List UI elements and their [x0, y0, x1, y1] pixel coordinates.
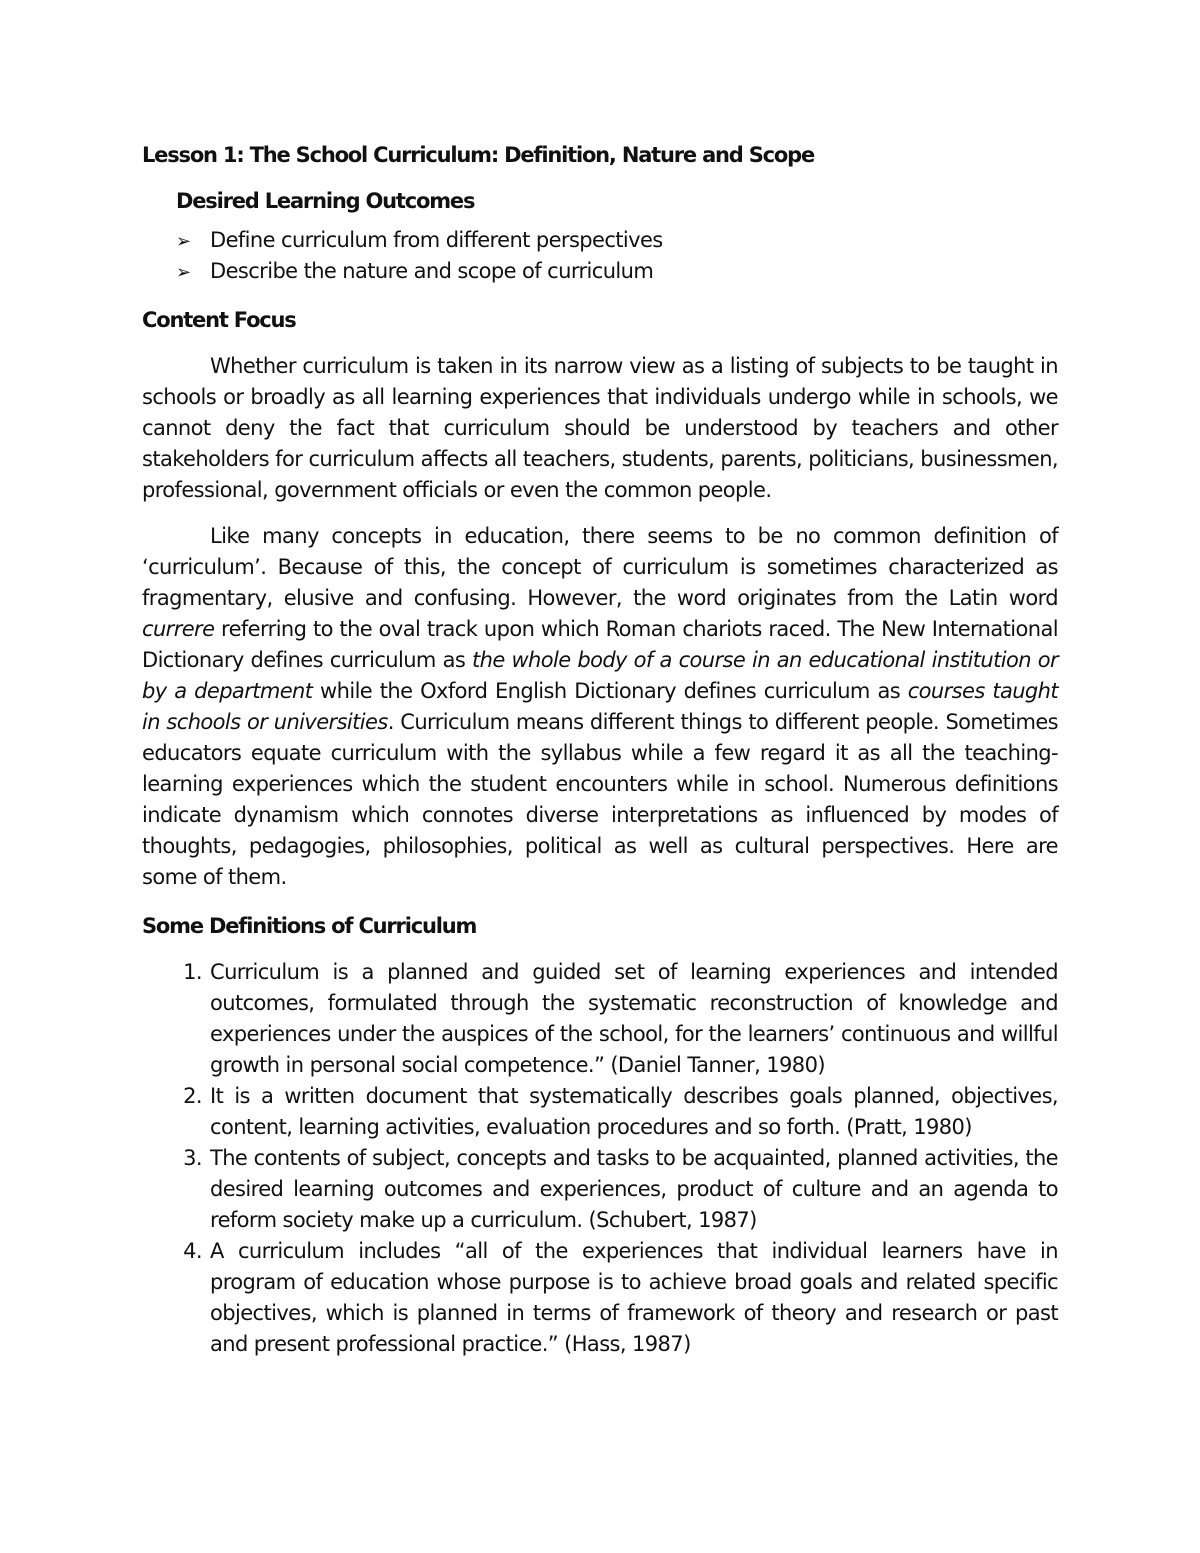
latin-term: currere [142, 617, 215, 641]
definitions-list [142, 957, 1058, 1360]
outcome-text: Define curriculum from different perspectives [210, 228, 663, 252]
arrow-bullet-icon: ➢ [176, 231, 191, 252]
outcome-text: Describe the nature and scope of curriculum [210, 259, 654, 283]
list-item [142, 1236, 1058, 1360]
definition-text: A curriculum includes “all of the experiences that individual learners have in program of education whose purpose is to achieve broad goals and related specific objectives, which is planned in terms of framework of theory and research or past and present professional practice.” (Hass, 1987) [210, 1239, 1058, 1356]
paragraph-text: . Curriculum means different things to different people. Sometimes educators equate curriculum with the syllabus while a few regard it as all the teaching-learning experiences which the student encounters while in school. Numerous definitions indicate dynamism which connotes diverse interpretations as influenced by modes of thoughts, pedagogies, philosophies, political as well as cultural perspectives. Here are some of them. [142, 710, 1058, 889]
outcomes-heading: Desired Learning Outcomes [176, 189, 475, 213]
paragraph-text: referring to the oval track upon which Roman chariots raced. The New International Dictionary defines curriculum as [142, 617, 1058, 672]
document-page [142, 140, 1058, 1360]
list-item [142, 1143, 1058, 1236]
item-number: 4. [183, 1239, 202, 1263]
content-paragraph-2 [142, 521, 1058, 893]
item-number: 3. [183, 1146, 202, 1170]
definition-text: The contents of subject, concepts and tasks to be acquainted, planned activities, the desired learning outcomes and experiences, product of culture and an agenda to reform society make up a curriculum. (Schubert, 1987) [210, 1146, 1058, 1232]
list-item [142, 957, 1058, 1081]
item-number: 1. [183, 960, 202, 984]
content-focus-heading: Content Focus [142, 308, 296, 332]
definition-text: Curriculum is a planned and guided set of learning experiences and intended outcomes, formulated through the systematic reconstruction of knowledge and experiences under the auspices of the school, for the learners’ continuous and willful growth in personal social competence.” (Daniel Tanner, 1980) [210, 960, 1058, 1077]
list-item [176, 256, 1058, 287]
definitions-heading: Some Definitions of Curriculum [142, 914, 477, 938]
list-item [142, 1081, 1058, 1143]
quoted-definition: the whole body of a course in an educational institution or by a department [142, 648, 1058, 703]
arrow-bullet-icon: ➢ [176, 262, 191, 283]
lesson-title: Lesson 1: The School Curriculum: Definition, Nature and Scope [142, 143, 815, 167]
definition-text: It is a written document that systematically describes goals planned, objectives, content, learning activities, evaluation procedures and so forth. (Pratt, 1980) [210, 1084, 1058, 1139]
quoted-definition: courses taught in schools or universities [142, 679, 1059, 734]
paragraph-text: while the Oxford English Dictionary defines curriculum as [312, 679, 908, 703]
item-number: 2. [183, 1084, 202, 1108]
outcomes-list [176, 225, 1058, 287]
paragraph-text: Like many concepts in education, there seems to be no common definition of ‘curriculum’. Because of this, the concept of curriculum is sometimes characterized as fragmentary, elusive and confusing. However, the word originates from the Latin word [142, 524, 1058, 610]
content-paragraph-1: Whether curriculum is taken in its narrow view as a listing of subjects to be taught in schools or broadly as all learning experiences that individuals undergo while in schools, we cannot deny the fact that curriculum should be understood by teachers and other stakeholders for curriculum affects all teachers, students, parents, politicians, businessmen, professional, government officials or even the common people. [142, 354, 1058, 502]
list-item [176, 225, 1058, 256]
